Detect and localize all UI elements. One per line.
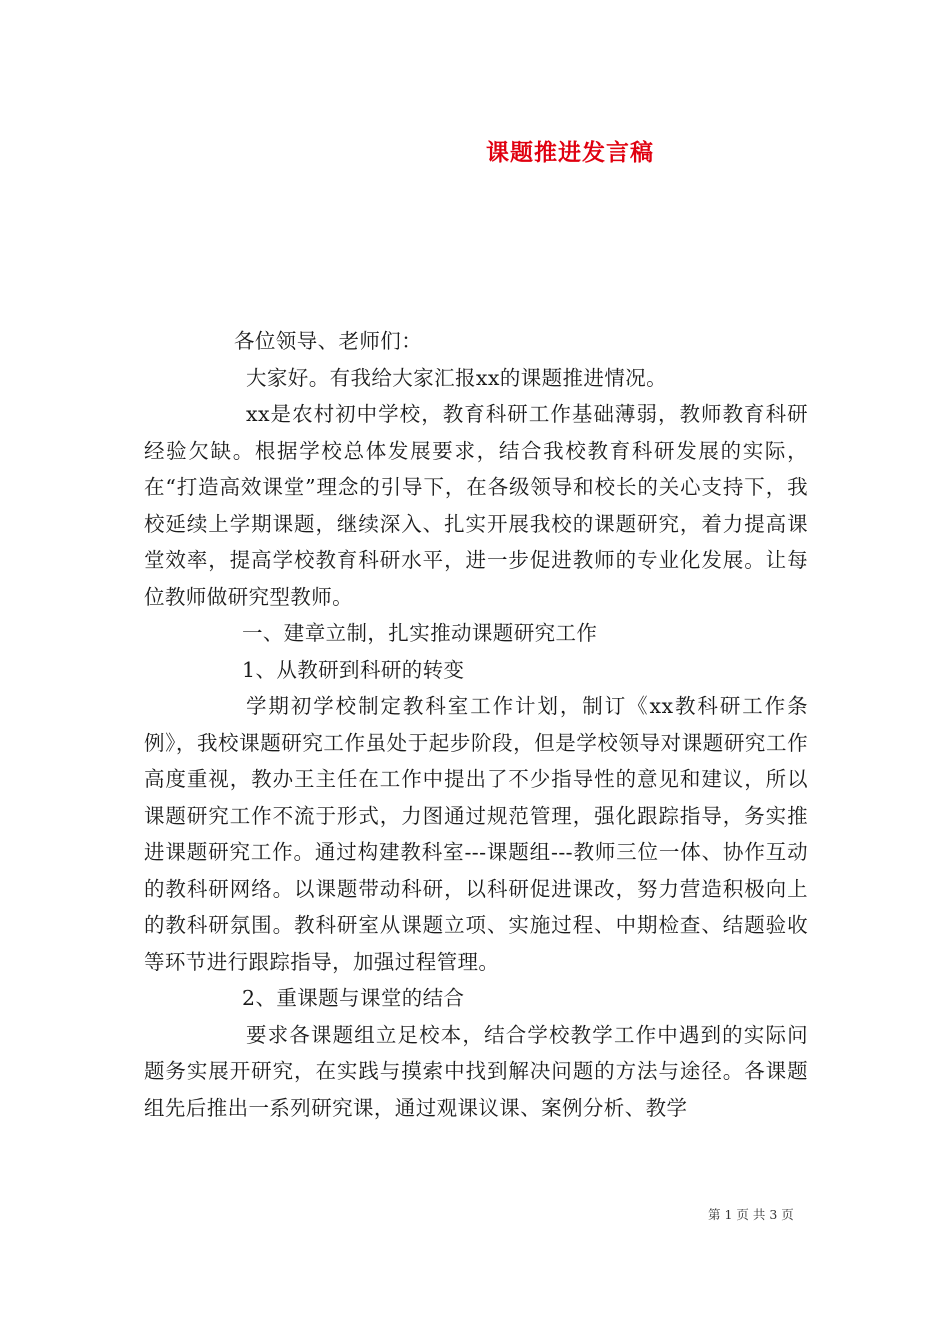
document-body (144, 323, 808, 1126)
subsection-heading-2: 2、重课题与课堂的结合 (242, 986, 465, 1010)
page-number: 第 1 页 共 3 页 (708, 1207, 794, 1222)
subsection-body-2: 要求各课题组立足校本，结合学校教学工作中遇到的实际问题务实展开研究，在实践与摸索中找到解决问题的方法与途径。各课题组先后推出一系列研究课，通过观课议课、案例分析、教学 (144, 1022, 808, 1120)
greeting-paragraph: 大家好。有我给大家汇报xx的课题推进情况。 (246, 365, 668, 390)
subsection-body-1: 学期初学校制定教科室工作计划，制订《xx教科研工作条例》，我校课题研究工作虽处于起步阶段，但是学校领导对课题研究工作高度重视，教办王主任在工作中提出了不少指导性的意见和建议，所以课题研究工作不流于形式，力图通过规范管理，强化跟踪指导，务实推进课题研究工作。通过构建教科室---课题组---教师三位一体、协作互动的教科研网络。以课题带动科研，以科研促进课改，努力营造积极向上的教科研氛围。教科研室从课题立项、实施过程、中期检查、结题验收等环节进行跟踪指导，加强过程管理。 (144, 694, 808, 974)
page-title: 课题推进发言稿 (486, 140, 654, 166)
salutation: 各位领导、老师们： (234, 329, 423, 353)
intro-paragraph: xx是农村初中学校，教育科研工作基础薄弱，教师教育科研经验欠缺。根据学校总体发展要求，结合我校教育科研发展的实际，在“打造高效课堂”理念的引导下，在各级领导和校长的关心支持下，我校延续上学期课题，继续深入、扎实开展我校的课题研究，着力提高课堂效率，提高学校教育科研水平，进一步促进教师的专业化发展。让每位教师做研究型教师。 (144, 402, 808, 609)
section-heading: 一、建章立制，扎实推动课题研究工作 (242, 621, 598, 645)
subsection-heading-1: 1、从教研到科研的转变 (242, 657, 465, 682)
